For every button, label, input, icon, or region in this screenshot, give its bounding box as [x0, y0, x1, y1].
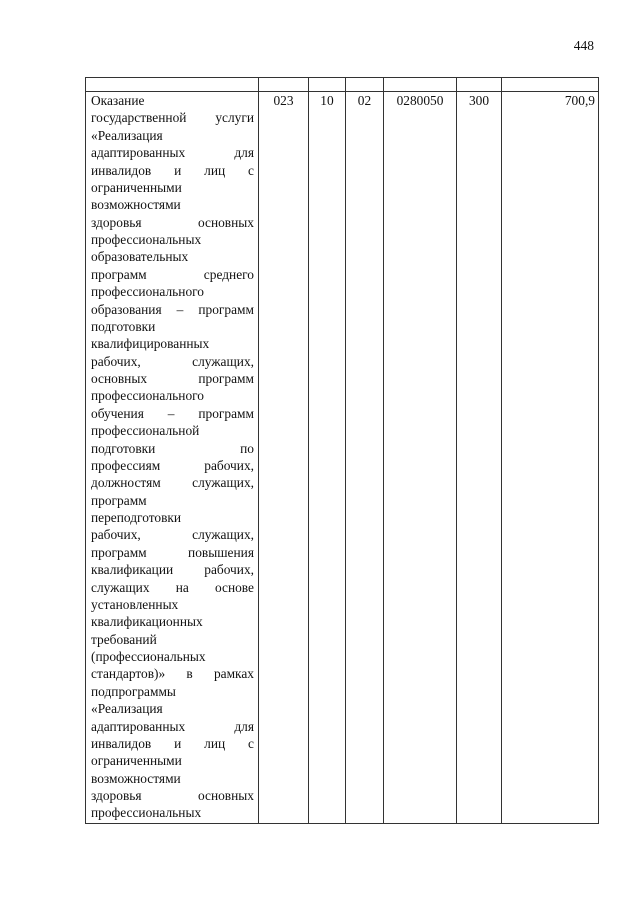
item-name-line: квалифицированных	[91, 336, 210, 352]
item-name-cell	[86, 92, 259, 824]
header-cell	[309, 78, 346, 92]
item-name-line: профессиональных	[91, 805, 202, 821]
item-name-line: образовательных	[91, 249, 189, 265]
subsection-code-cell: 02	[346, 92, 384, 824]
section-code-cell: 10	[309, 92, 346, 824]
item-name-line: обучения – программ	[91, 405, 254, 421]
page-number: 448	[573, 38, 594, 53]
table-row	[86, 92, 599, 824]
item-name-line: возможностями	[91, 770, 181, 786]
item-name-line: основных программ	[91, 371, 254, 386]
item-name-line: профессиям рабочих,	[91, 457, 254, 473]
item-name-line: квалификационных	[91, 614, 203, 630]
header-cell	[259, 78, 309, 92]
item-name-line: здоровья основных	[91, 788, 254, 803]
item-name-line: служащих на основе	[91, 579, 254, 595]
item-name-line: профессиональных	[91, 232, 202, 247]
item-name-line: «Реализация	[91, 701, 163, 717]
item-name-line: профессионального	[91, 388, 204, 404]
item-name-line: подготовки	[91, 318, 156, 334]
item-name-line: здоровья основных	[91, 214, 254, 230]
item-name	[91, 92, 254, 822]
dept-code-cell: 023	[259, 92, 309, 824]
item-name-line: подпрограммы	[91, 683, 176, 699]
item-name-line: Оказание	[91, 93, 145, 108]
item-name-line: стандартов)» в рамках	[91, 666, 254, 682]
header-cell	[457, 78, 502, 92]
item-name-line: адаптированных для	[91, 718, 254, 734]
item-name-line: установленных	[91, 596, 179, 612]
header-cell	[86, 78, 259, 92]
item-name-line: программ	[91, 492, 147, 508]
item-name-line: должностям служащих,	[91, 475, 254, 491]
item-name-line: «Реализация	[91, 127, 163, 143]
amount-cell: 700,9	[502, 92, 599, 824]
item-name-line: профессионального	[91, 284, 204, 300]
item-name-line: образования – программ	[91, 301, 254, 317]
table-header-row	[86, 78, 599, 92]
expense-type-cell: 300	[457, 92, 502, 824]
item-name-line: программ повышения	[91, 544, 254, 560]
item-name-line: инвалидов и лиц с	[91, 735, 254, 751]
item-name-line: инвалидов и лиц с	[91, 162, 254, 178]
budget-table	[85, 77, 599, 824]
target-code-cell: 0280050	[384, 92, 457, 824]
item-name-line: ограниченными	[91, 179, 182, 195]
item-name-line: возможностями	[91, 197, 181, 213]
item-name-line: программ среднего	[91, 266, 254, 282]
item-name-line: квалификации рабочих,	[91, 562, 254, 578]
item-name-line: рабочих, служащих,	[91, 527, 254, 543]
item-name-line: переподготовки	[91, 510, 182, 525]
header-cell	[502, 78, 599, 92]
item-name-line: адаптированных для	[91, 145, 254, 161]
item-name-line: требований	[91, 631, 157, 647]
item-name-line: ограниченными	[91, 753, 182, 769]
item-name-line: подготовки по	[91, 440, 254, 456]
item-name-line: (профессиональных	[91, 649, 206, 664]
item-name-line: государственной услуги	[91, 110, 254, 126]
item-name-line: рабочих, служащих,	[91, 353, 254, 369]
item-name-line: профессиональной	[91, 423, 200, 439]
header-cell	[346, 78, 384, 92]
header-cell	[384, 78, 457, 92]
